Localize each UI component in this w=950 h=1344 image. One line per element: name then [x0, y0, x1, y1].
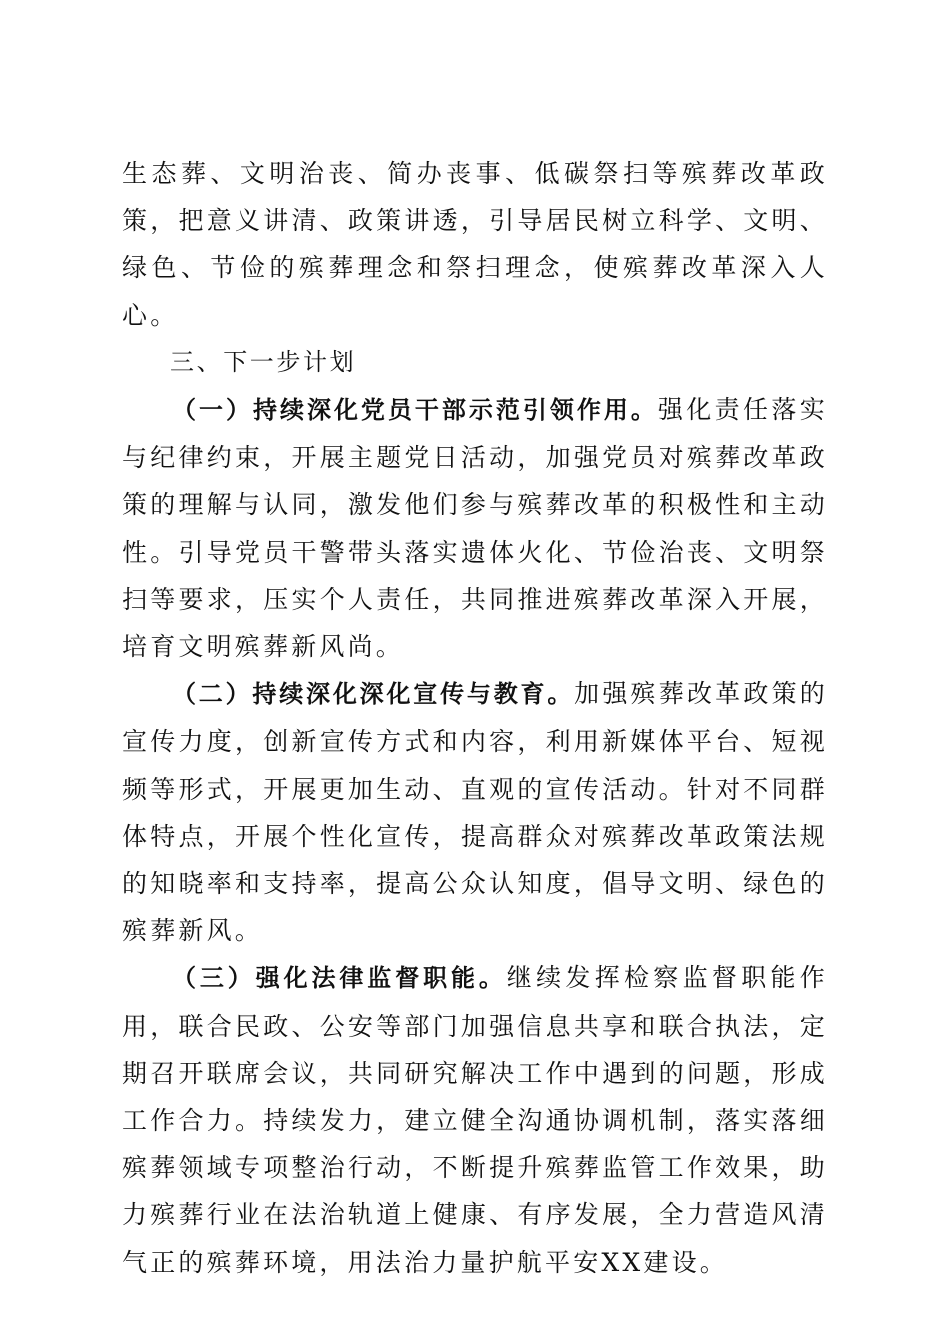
- plan-item-2-lead: （二）持续深化深化宣传与教育。: [172, 680, 575, 709]
- plan-item-3: [122, 954, 828, 1285]
- continued-paragraph: 生态葬、文明治丧、简办丧事、低碳祭扫等殡葬改革政策，把意义讲清、政策讲透，引导居民树立科学、文明、绿色、节俭的殡葬理念和祭扫理念，使殡葬改革深入人心。: [122, 159, 828, 330]
- plan-item-1-body: 强化责任落实与纪律约束，开展主题党日活动，加强党员对殡葬改革政策的理解与认同，激发他们参与殡葬改革的积极性和主动性。引导党员干警带头落实遗体火化、节俭治丧、文明祭扫等要求，压实个人责任，共同推进殡葬改革深入开展，培育文明殡葬新风尚。: [122, 395, 828, 662]
- section-heading: 三、下一步计划: [170, 347, 357, 376]
- plan-item-2-body: 加强殡葬改革政策的宣传力度，创新宣传方式和内容，利用新媒体平台、短视频等形式，开展更加生动、直观的宣传活动。针对不同群体特点，开展个性化宣传，提高群众对殡葬改革政策法规的知晓率和支持率，提高公众认知度，倡导文明、绿色的殡葬新风。: [122, 679, 828, 946]
- plan-item-1-lead: （一）持续深化党员干部示范引领作用。: [172, 396, 658, 425]
- plan-item-1: [122, 386, 828, 670]
- plan-item-2: [122, 670, 828, 954]
- plan-item-3-body: 继续发挥检察监督职能作用，联合民政、公安等部门加强信息共享和联合执法，定期召开联席会议，共同研究解决工作中遇到的问题，形成工作合力。持续发力，建立健全沟通协调机制，落实落细殡葬领域专项整治行动，不断提升殡葬监管工作效果，助力殡葬行业在法治轨道上健康、有序发展，全力营造风清气正的殡葬环境，用法治力量护航平安XX建设。: [122, 963, 828, 1277]
- plan-item-3-lead: （三）强化法律监督职能。: [172, 964, 507, 993]
- document-body: [122, 150, 828, 1286]
